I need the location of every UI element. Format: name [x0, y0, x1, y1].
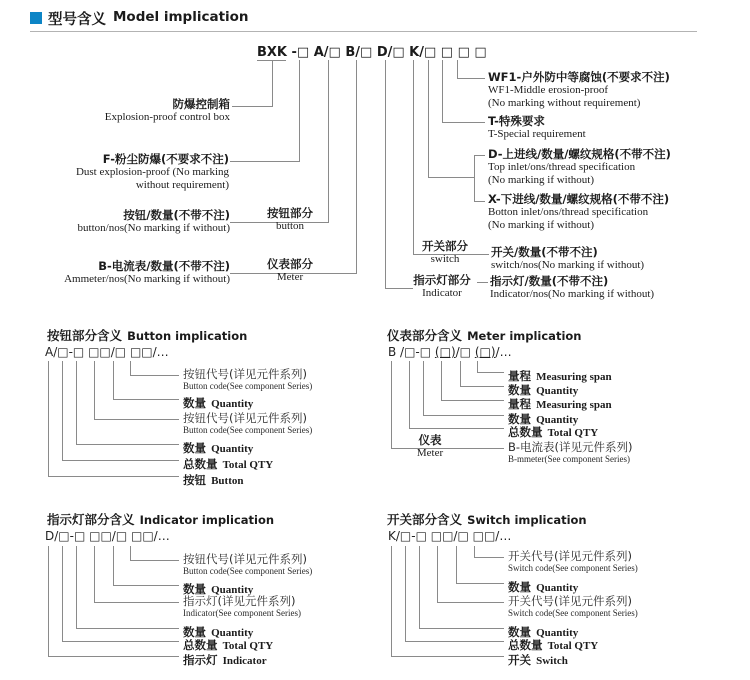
- row-label: B-电流表(详见元件系列) B-mmeter(See component Series): [508, 440, 633, 464]
- header-rule: [30, 31, 697, 32]
- indicator-section-title: 指示灯部分含义 Indicator implication: [47, 512, 275, 527]
- indicator-section-formula: D/□-□ □□/□ □□/…: [45, 529, 170, 543]
- button-section-title: 按钮部分含义 Button implication: [47, 328, 248, 343]
- label-button-qty: 按钮/数量(不带不注) button/nos(No marking if without): [77, 208, 230, 234]
- row-label: 量程 Measuring span: [508, 369, 612, 383]
- model-code: BXK -□ A/□ B/□ D/□ K/□ □ □ □: [257, 45, 487, 60]
- label-top-inlet: D-上进线/数量/螺纹规格(不带不注) Top inlet/ons/thread specification (No marking if without): [488, 147, 671, 186]
- connector-line: [474, 546, 504, 558]
- row-label: 总数量 Total QTY: [508, 425, 599, 439]
- row-label: 开关代号(详见元件系列) Switch code(See component Series): [508, 549, 638, 573]
- row-label: 指示灯 Indicator: [183, 653, 267, 667]
- row-label: 数量 Quantity: [508, 625, 579, 639]
- label-dust-explosion-proof: F-粉尘防爆(不要求不注) Dust explosion-proof (No marking without requirement): [75, 152, 229, 191]
- row-label: 开关代号(详见元件系列) Switch code(See component Series): [508, 594, 638, 618]
- row-label: 指示灯(详见元件系列) Indicator(See component Series): [183, 594, 301, 618]
- row-label: 量程 Measuring span: [508, 397, 612, 411]
- row-label: 按钮代号(详见元件系列) Button code(See component Series): [183, 411, 313, 435]
- label-special-requirement: T-特殊要求 T-Special requirement: [488, 114, 586, 140]
- switch-section-title: 开关部分含义 Switch implication: [387, 512, 587, 527]
- row-label: 数量 Quantity: [183, 582, 254, 596]
- meter-section-formula: B /□-□ (□)/□ (□)/…: [388, 345, 512, 359]
- label-switch-qty: 开关/数量(不带不注) switch/nos(No marking if without): [491, 245, 645, 271]
- connector-line: [130, 546, 179, 561]
- connector-line: [477, 361, 504, 373]
- tag-meter-section: 仪表部分 Meter: [267, 257, 313, 283]
- button-section-formula: A/□-□ □□/□ □□/…: [45, 345, 169, 359]
- label-indicator-qty: 指示灯/数量(不带不注) Indicator/nos(No marking if without): [490, 274, 655, 300]
- row-label: 数量 Quantity: [183, 625, 254, 639]
- row-label: 按钮代号(详见元件系列) Button code(See component Series): [183, 367, 313, 391]
- row-label: 总数量 Total QTY: [183, 638, 274, 652]
- section-bullet-square: [30, 12, 42, 24]
- bracket-line: [474, 155, 485, 202]
- connector-line: [130, 361, 179, 376]
- label-explosion-proof-box: 防爆控制箱 Explosion-proof control box: [104, 97, 230, 123]
- row-label: 数量 Quantity: [183, 396, 254, 410]
- row-label: 数量 Quantity: [508, 383, 579, 397]
- page-title-en: Model implication: [113, 9, 249, 25]
- row-label: 数量 Quantity: [183, 441, 254, 455]
- tag-indicator-section: 指示灯部分 Indicator: [413, 273, 471, 299]
- tag-switch-section: 开关部分 switch: [422, 239, 468, 265]
- label-ammeter-qty: B-电流表/数量(不带不注) Ammeter/nos(No marking if without): [64, 259, 230, 285]
- connector-line: [477, 282, 488, 283]
- row-label: 总数量 Total QTY: [508, 638, 599, 652]
- connector-line: [457, 60, 485, 79]
- row-label: 按钮 Button: [183, 473, 244, 487]
- connector-line: [385, 60, 413, 289]
- meter-section-title: 仪表部分含义 Meter implication: [387, 328, 582, 343]
- label-bottom-inlet: X-下进线/数量/螺纹规格(不带不注) Botton inlet/ons/thread specification (No marking if without): [488, 192, 670, 231]
- tag-meter-side: 仪表 Meter: [416, 433, 444, 459]
- connector-line: [230, 60, 357, 274]
- switch-section-formula: K/□-□ □□/□ □□/…: [388, 529, 512, 543]
- row-label: 开关 Switch: [508, 653, 568, 667]
- row-label: 总数量 Total QTY: [183, 457, 274, 471]
- row-label: 数量 Quantity: [508, 580, 579, 594]
- label-wf1: WF1-户外防中等腐蚀(不要求不注) WF1-Middle erosion-proof (No marking without requirement): [488, 70, 670, 109]
- row-label: 数量 Quantity: [508, 412, 579, 426]
- row-label: 按钮代号(详见元件系列) Button code(See component Series): [183, 552, 313, 576]
- tag-button-section: 按钮部分 button: [267, 206, 313, 232]
- page-title-cn: 型号含义: [48, 12, 106, 28]
